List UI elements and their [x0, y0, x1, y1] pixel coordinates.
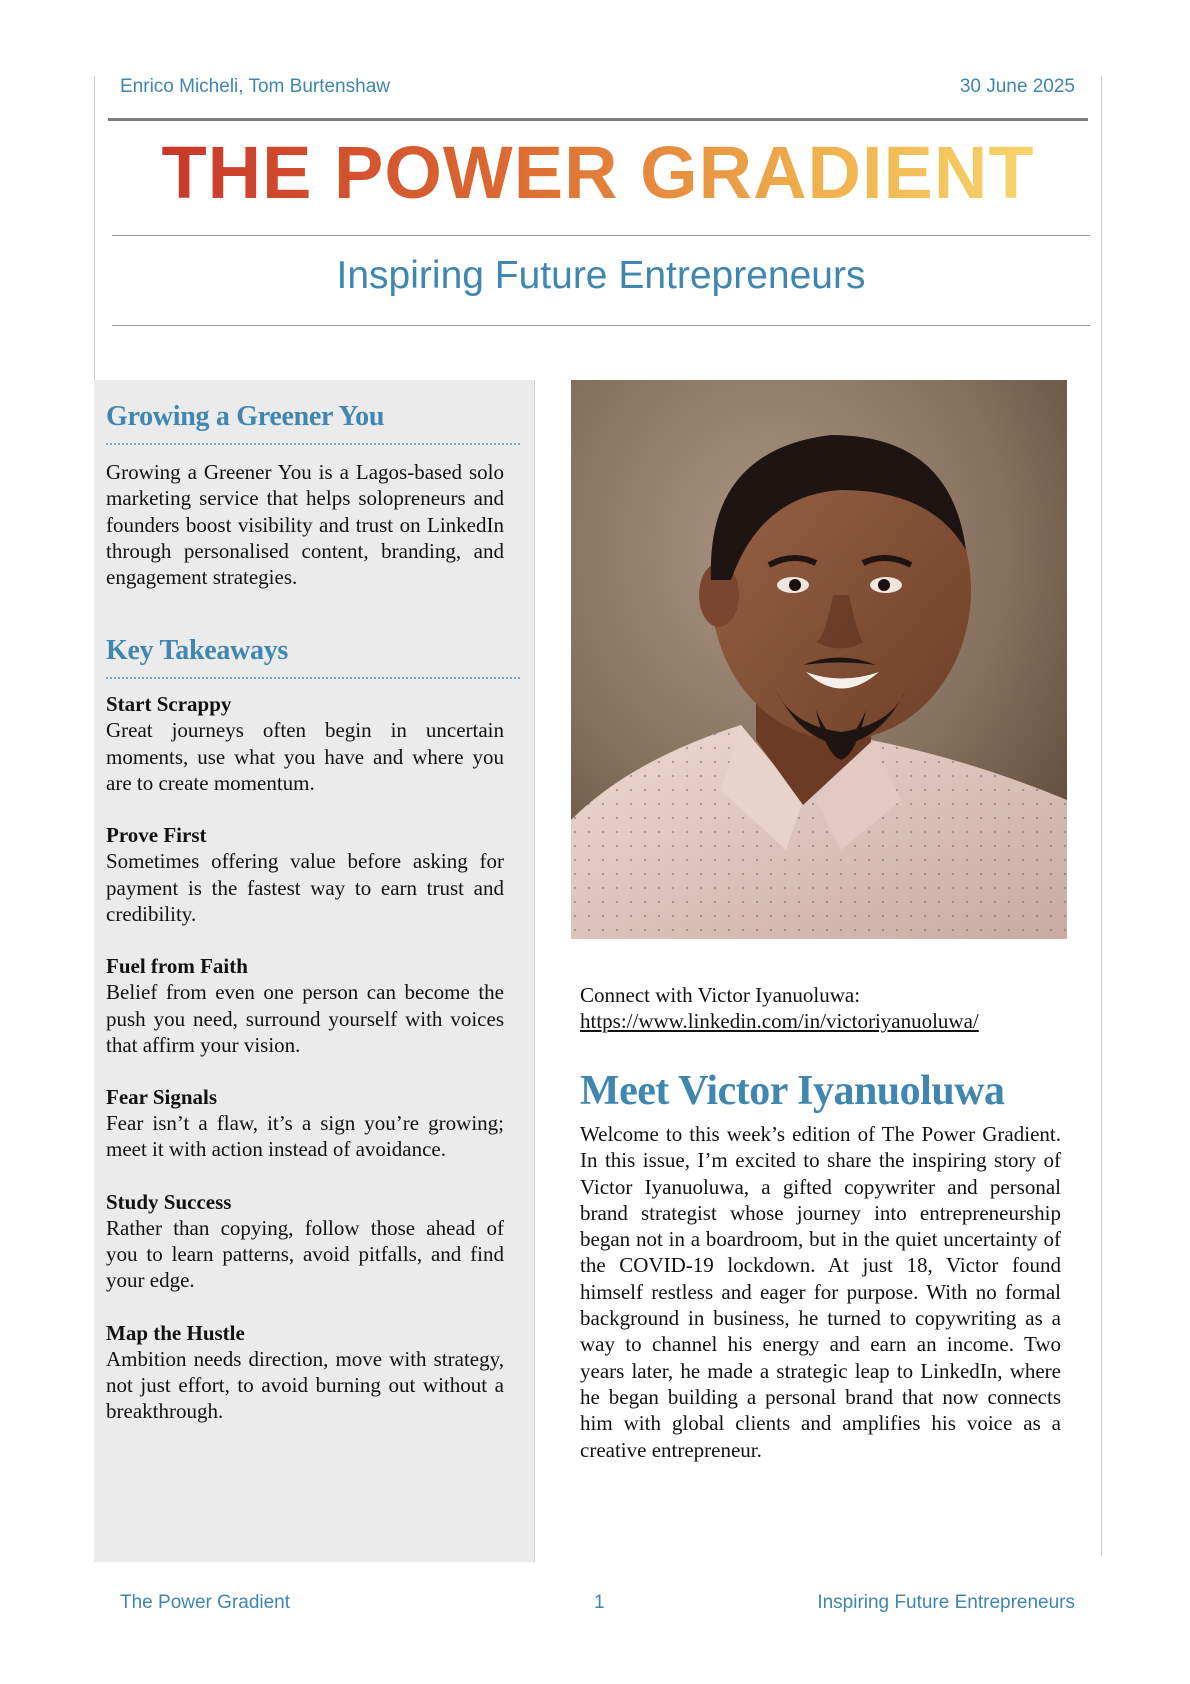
takeaway-item [106, 1189, 504, 1294]
footer-publication: The Power Gradient [120, 1592, 291, 1613]
takeaway-text: Great journeys often begin in uncertain moments, use what you have and where you are to create momentum. [106, 718, 504, 796]
publication-date: 30 June 2025 [959, 76, 1075, 97]
page-frame-right [1101, 76, 1102, 1556]
takeaway-title: Fear Signals [106, 1085, 218, 1110]
feature-body: Welcome to this week’s edition of The Power Gradient. In this issue, I’m excited to share the inspiring story of Victor Iyanuoluwa, a gifted copywriter and personal brand strategist whose journey into entrepreneurship began not in a boardroom, but in the quiet uncertainty of the COVID-19 lockdown. At just 18, Victor found himself restless and eager for purpose. With no formal background in business, he turned to copywriting as a way to channel his energy and earn an income. Two years later, he made a strategic leap to LinkedIn, where he began building a personal brand that now connects him with global clients and amplifies his voice as a creative entrepreneur. [580, 1122, 1061, 1462]
linkedin-link[interactable]: https://www.linkedin.com/in/victoriyanuoluwa/ [580, 1009, 979, 1033]
takeaway-title: Fuel from Faith [106, 954, 248, 979]
connect-block [580, 982, 1080, 1034]
masthead [108, 128, 1088, 218]
takeaway-item [106, 1320, 504, 1425]
page-footer [120, 1592, 1075, 1618]
connect-label: Connect with Victor Iyanuoluwa: [580, 983, 861, 1007]
masthead-subtitle: Inspiring Future Entrepreneurs [336, 254, 866, 297]
takeaway-text: Belief from even one person can become the push you need, surround yourself with voices that affirm your vision. [106, 980, 504, 1057]
footer-tagline: Inspiring Future Entrepreneurs [817, 1592, 1075, 1613]
authors: Enrico Micheli, Tom Burtenshaw [120, 76, 390, 97]
masthead-title: THE POWER GRADIENT [161, 131, 1035, 214]
dotted-divider [106, 677, 520, 679]
page-number: 1 [594, 1592, 605, 1613]
takeaway-title: Start Scrappy [106, 692, 232, 717]
takeaway-text: Sometimes offering value before asking for payment is the fastest way to earn trust and credibility. [106, 849, 504, 926]
portrait-photo [571, 380, 1067, 939]
header-meta [120, 76, 1075, 100]
divider-bottom [112, 325, 1090, 326]
takeaway-title: Map the Hustle [106, 1320, 245, 1345]
takeaway-item [106, 953, 504, 1058]
portrait-illustration [571, 380, 1067, 939]
sidebar [94, 380, 535, 1562]
sidebar-heading-takeaways: Key Takeaways [106, 635, 289, 667]
takeaway-item [106, 1084, 504, 1163]
takeaway-text: Fear isn’t a flaw, it’s a sign you’re growing; meet it with action instead of avoidance. [106, 1111, 504, 1162]
takeaway-text: Ambition needs direction, move with strategy, not just effort, to avoid burning out without a breakthrough. [106, 1346, 504, 1424]
company-description: Growing a Greener You is a Lagos-based solo marketing service that helps solopreneurs and founders boost visibility and trust on LinkedIn through personalised content, branding, and engagement strategies. [106, 460, 504, 590]
feature-heading: Meet Victor Iyanuoluwa [580, 1068, 1005, 1114]
dotted-divider [106, 443, 520, 445]
header-rule [108, 118, 1088, 121]
divider-top [112, 235, 1090, 236]
takeaway-text: Rather than copying, follow those ahead of you to learn patterns, avoid pitfalls, and find your edge. [106, 1215, 504, 1293]
takeaway-item [106, 691, 504, 796]
sidebar-heading-company: Growing a Greener You [106, 401, 385, 432]
takeaway-title: Study Success [106, 1189, 232, 1214]
takeaway-title: Prove First [106, 823, 207, 848]
takeaway-item [106, 822, 504, 927]
takeaways-list [106, 691, 504, 1424]
